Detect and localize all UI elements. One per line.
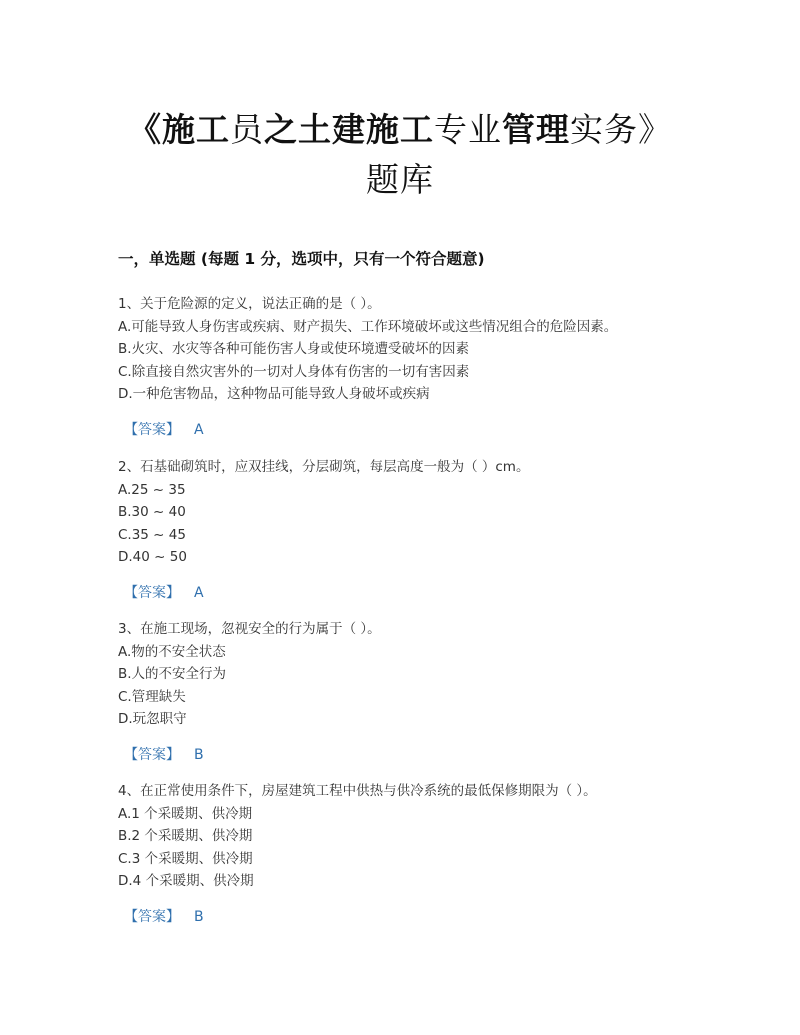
answer-value: A [194,584,204,601]
title-part: 专业 [434,110,502,149]
question-text: 4、在正常使用条件下，房屋建筑工程中供热与供冷系统的最低保修期限为（ ）。 [118,783,597,799]
option-a: A.1 个采暖期、供冷期 [118,805,253,822]
title-part: 《施工 [128,110,230,149]
option-d: D.玩忽职守 [118,711,187,728]
option-d: D.一种危害物品，这种物品可能导致人身破坏或疾病 [118,386,430,403]
answer-label: 【答案】 [124,421,180,438]
document-title-line1 [0,110,800,150]
option-b: B.火灾、水灾等各种可能伤害人身或使环境遭受破坏的因素 [118,341,470,358]
answer-line [118,906,718,926]
answer-label: 【答案】 [124,584,180,601]
question-block [118,780,718,926]
title-part: 之土建施工 [264,110,434,149]
option-b: B.人的不安全行为 [118,666,227,683]
answer-value: A [194,421,204,438]
option-d: D.40 ~ 50 [118,549,187,566]
title-part: 员 [230,110,264,149]
option-b: B.2 个采暖期、供冷期 [118,828,253,845]
answer-value: B [194,746,204,763]
option-c: C.3 个采暖期、供冷期 [118,850,253,867]
option-c: C.35 ~ 45 [118,526,186,543]
section-heading: 一，单选题 (每题 1 分，选项中，只有一个符合题意) [118,250,485,268]
answer-value: B [194,908,204,925]
question-block [118,293,718,439]
option-d: D.4 个采暖期、供冷期 [118,873,254,890]
option-a: A.可能导致人身伤害或疾病、财产损失、工作环境破坏或这些情况组合的危险因素。 [118,318,618,335]
question-text: 2、石基础砌筑时，应双挂线，分层砌筑，每层高度一般为（ ）cm。 [118,459,530,475]
answer-label: 【答案】 [124,908,180,925]
question-block [118,456,718,602]
option-b: B.30 ~ 40 [118,504,186,521]
answer-line [118,744,718,764]
document-title-line2: 题库 [366,160,434,199]
option-a: A.物的不安全状态 [118,643,226,660]
answer-line [118,419,718,439]
answer-line [118,582,718,602]
option-c: C.管理缺失 [118,688,186,705]
question-text: 1、关于危险源的定义，说法正确的是（ ）。 [118,296,381,312]
option-a: A.25 ~ 35 [118,481,186,498]
question-block [118,618,718,764]
title-part: 管理 [502,110,570,149]
answer-label: 【答案】 [124,746,180,763]
option-c: C.除直接自然灾害外的一切对人身体有伤害的一切有害因素 [118,363,470,380]
title-part: 实务》 [570,110,672,149]
question-text: 3、在施工现场，忽视安全的行为属于（ ）。 [118,621,381,637]
